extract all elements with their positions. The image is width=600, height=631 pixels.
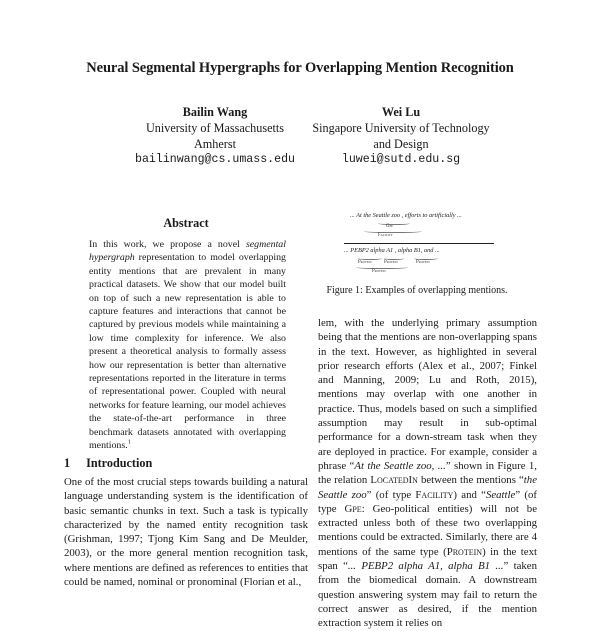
text-run: between the mentions “ [417, 474, 524, 487]
text-run: ) in the text span “ [318, 545, 537, 573]
author-affiliation: Amherst [194, 137, 236, 151]
facility-label: Facility [378, 233, 393, 238]
figure-example-1: ... At the Seattle zoo , efforts to artificially ... [350, 212, 462, 219]
facility-brace [364, 229, 422, 233]
entity-type: Gpe [344, 502, 362, 515]
figure-divider [344, 243, 494, 244]
quoted-phrase: Seattle [485, 488, 516, 501]
author-email: bailinwang@cs.umass.edu [134, 153, 296, 166]
text-run: ” shown in Figure 1, the relation [318, 459, 538, 487]
protein-label: Protein [416, 260, 430, 265]
author-affiliation: Singapore University of Technology [312, 121, 490, 135]
abstract-heading: Abstract [163, 216, 209, 230]
footnote-mark: 1 [127, 438, 131, 446]
text-run: ” (of type [318, 488, 537, 515]
figure-caption: Figure 1: Examples of overlapping mentions. [326, 285, 508, 296]
abstract-text-part: In this work, we propose a novel [89, 239, 246, 250]
right-column-text [318, 316, 537, 631]
entity-type: Facility [415, 488, 454, 501]
author-affiliation: and Design [373, 137, 429, 151]
intro-heading-number: 1 [64, 456, 71, 470]
intro-paragraph: One of the most crucial steps towards building a natural language understanding system is the identification of basic semantic chunks in text. Such a task is typically characterized by the named entity recognition task (Grishman, 1997; Tjong Kim Sang and De Meulder, 2003), or the more general mention recognition task, where mentions are defined as references to entities that could be named, nominal or pronominal (Florian et al., [64, 476, 308, 589]
gpe-brace [378, 221, 410, 225]
author-name: Wei Lu [381, 105, 421, 119]
paper-title: Neural Segmental Hypergraphs for Overlapping Mention Recognition [86, 60, 514, 76]
author-affiliation: University of Massachusetts [145, 121, 285, 135]
author-block-2 [306, 104, 496, 168]
text-run: : Geo-political entities) will not be extracted unless both of these two overlapping mentions could be extracted. Similarly, there are 4 mentions of the same type ( [318, 502, 537, 558]
intro-heading [64, 456, 152, 471]
abstract-emphasis: segmental hypergraph [89, 239, 286, 264]
figure-1 [318, 212, 516, 284]
text-run: ) and “ [453, 488, 486, 501]
text-run: lem, with the underlying primary assumption being that the mentions are non-overlapping spans in the text. However, as highlighted in several prior research efforts (Alex et al., 2007; Finkel and Manning, 2009; Lu and Roth, 2015), mentions may overlap with one another in practice. Thus, models based on such a simplified assumption may result in sub-optimal performance for a down-stream task when they are deployed in practice. For example, consider a phrase “ [318, 317, 537, 472]
entity-type: Protein [446, 545, 483, 558]
intro-heading-text: Introduction [86, 456, 153, 470]
text-run: ” taken from the biomedical domain. A downstream question answering system may fail to return the correct answer as desired, if the mention extraction system it relies on [318, 560, 537, 630]
abstract-text [89, 238, 286, 453]
text-run: ” (of type [366, 488, 416, 501]
author-email: luwei@sutd.edu.sg [341, 153, 461, 166]
relation-name: LocatedIn [370, 474, 418, 487]
quoted-phrase: ... PEBP2 alpha A1, alpha B1 ... [347, 560, 504, 573]
gpe-label: Gpe [386, 224, 393, 229]
author-name: Bailin Wang [182, 105, 248, 119]
author-block-1 [108, 104, 322, 168]
quoted-phrase: the Seattle zoo [318, 474, 537, 501]
figure-example-2: ... PEBP2 alpha A1 , alpha B1, and ... [344, 247, 440, 254]
protein-label: Protein [384, 260, 398, 265]
protein-label: Protein [358, 260, 372, 265]
abstract-text-part: representation to model overlapping entity mentions that are prevalent in many practical datasets. We show that our model built on top of such a new representation is able to capture features and interactions that cannot be captured by previous models while maintaining a low time complexity for inference. We also present a theoretical analysis to formally assess how our representation is better than alternative representations reported in the literature in terms of representational power. Coupled with neural networks for feature learning, our model achieves the state-of-the-art performance in three benchmark datasets annotated with overlapping mentions. [89, 252, 286, 452]
quoted-phrase: At the Seattle zoo, ... [354, 459, 446, 472]
protein-label: Protein [372, 269, 386, 274]
